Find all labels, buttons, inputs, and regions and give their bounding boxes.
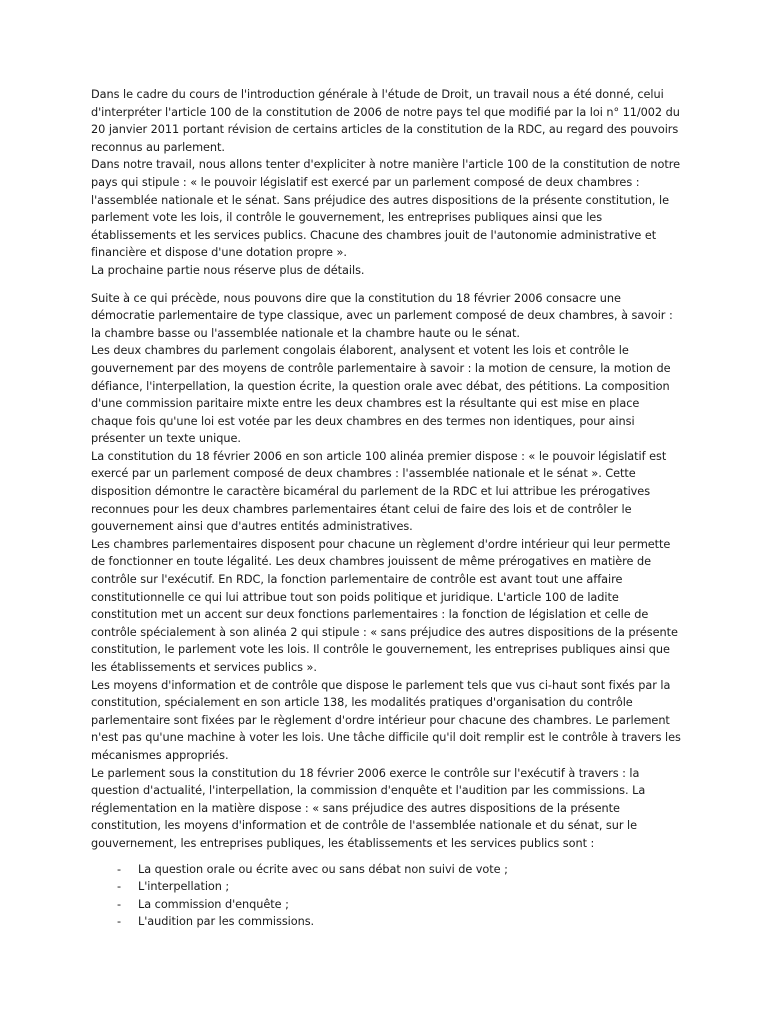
paragraph: Dans notre travail, nous allons tenter d'expliciter à notre manière l'article 100 de la constitution de notre pays qui stipule : « le pouvoir législatif est exercé par un parlement composé de deux chambres : l'assemblée nationale et le sénat. Sans préjudice des autres dispositions de la présente constitution, le parlement vote les lois, il contrôle le gouvernement, les entreprises publiques ainsi que les établissements et les services publics. Chacune des chambres jouit de l'autonomie administrative et financière et dispose d'une dotation propre ». <box>91 158 681 260</box>
list-item <box>91 861 683 879</box>
paragraph: La constitution du 18 février 2006 en son article 100 alinéa premier dispose : « le pouvoir législatif est exercé par un parlement composé de deux chambres : l'assemblée nationale et le sénat ». Cette disposition démontre le caractère bicaméral du parlement de la RDC et lui attribue les prérogatives reconnues pour les deux chambres parlementaires étant celui de faire des lois et de contrôler le gouvernement ainsi que d'autres entités administratives. <box>91 449 667 534</box>
list-item-text: La question orale ou écrite avec ou sans débat non suivi de vote ; <box>138 862 508 876</box>
list-bullet: - <box>117 880 122 894</box>
list-bullet: - <box>117 897 122 911</box>
intro-section <box>91 86 683 280</box>
paragraph: Les moyens d'information et de contrôle que dispose le parlement tels que vus ci-haut sont fixés par la constitution, spécialement en son article 138, les modalités pratiques d'organisation du contrôle parlementaire sont fixées par le règlement d'ordre intérieur pour chacune des chambres. Le parlement n'est pas qu'une machine à voter les lois. Une tâche difficile qu'il doit remplir est le contrôle à travers les mécanismes appropriés. <box>91 678 681 762</box>
list-item <box>91 913 683 931</box>
list-item-text: L'interpellation ; <box>138 880 230 894</box>
paragraph: Les deux chambres du parlement congolais élaborent, analysent et votent les lois et contrôle le gouvernement par des moyens de contrôle parlementaire à savoir : la motion de censure, la motion de défiance, l'interpellation, la question écrite, la question orale avec débat, des pétitions. La composition d'une commission paritaire mixte entre les deux chambres est la résultante qui est mise en place chaque fois qu'une loi est votée par les deux chambres en des termes non identiques, pour ainsi présenter un texte unique. <box>91 344 671 446</box>
list-item <box>91 878 683 896</box>
control-means-list <box>91 861 683 931</box>
list-bullet: - <box>117 862 122 876</box>
list-item-text: La commission d'enquête ; <box>138 897 289 911</box>
list-item-text: L'audition par les commissions. <box>138 915 315 929</box>
paragraph: Dans le cadre du cours de l'introduction générale à l'étude de Droit, un travail nous a été donné, celui d'interpréter l'article 100 de la constitution de 2006 de notre pays tel que modifié par la loi n° 11/002 du 20 janvier 2011 portant révision de certains articles de la constitution de la RDC, au regard des pouvoirs reconnus au parlement. <box>91 88 680 154</box>
paragraph: Suite à ce qui précède, nous pouvons dire que la constitution du 18 février 2006 consacre une démocratie parlementaire de type classique, avec un parlement composé de deux chambres, à savoir : la chambre basse ou l'assemblée nationale et la chambre haute ou le sénat. <box>91 291 673 340</box>
paragraph: La prochaine partie nous réserve plus de détails. <box>91 263 365 277</box>
paragraph-spacer <box>91 280 683 290</box>
document-page <box>91 86 683 931</box>
paragraph: Les chambres parlementaires disposent pour chacune un règlement d'ordre intérieur qui leur permette de fonctionner en toute légalité. Les deux chambres jouissent de même prérogatives en matière de contrôle sur l'exécutif. En RDC, la fonction parlementaire de contrôle est avant tout une affaire constitutionnelle ce qui lui attribue tout son poids politique et juridique. L'article 100 de ladite constitution met un accent sur deux fonctions parlementaires : la fonction de législation et celle de contrôle spécialement à son alinéa 2 qui stipule : « sans préjudice des autres dispositions de la présente constitution, le parlement vote les lois. Il contrôle le gouvernement, les entreprises publiques ainsi que les établissements et services publics ». <box>91 537 678 674</box>
paragraph: Le parlement sous la constitution du 18 février 2006 exerce le contrôle sur l'exécutif à travers : la question d'actualité, l'interpellation, la commission d'enquête et l'audition par les commissions. La réglementation en la matière dispose : « sans préjudice des autres dispositions de la présente constitution, les moyens d'information et de contrôle de l'assemblée nationale et du sénat, sur le gouvernement, les entreprises publiques, les établissements et les services publics sont : <box>91 766 646 850</box>
list-item <box>91 896 683 914</box>
analysis-section <box>91 290 683 853</box>
list-bullet: - <box>117 915 122 929</box>
